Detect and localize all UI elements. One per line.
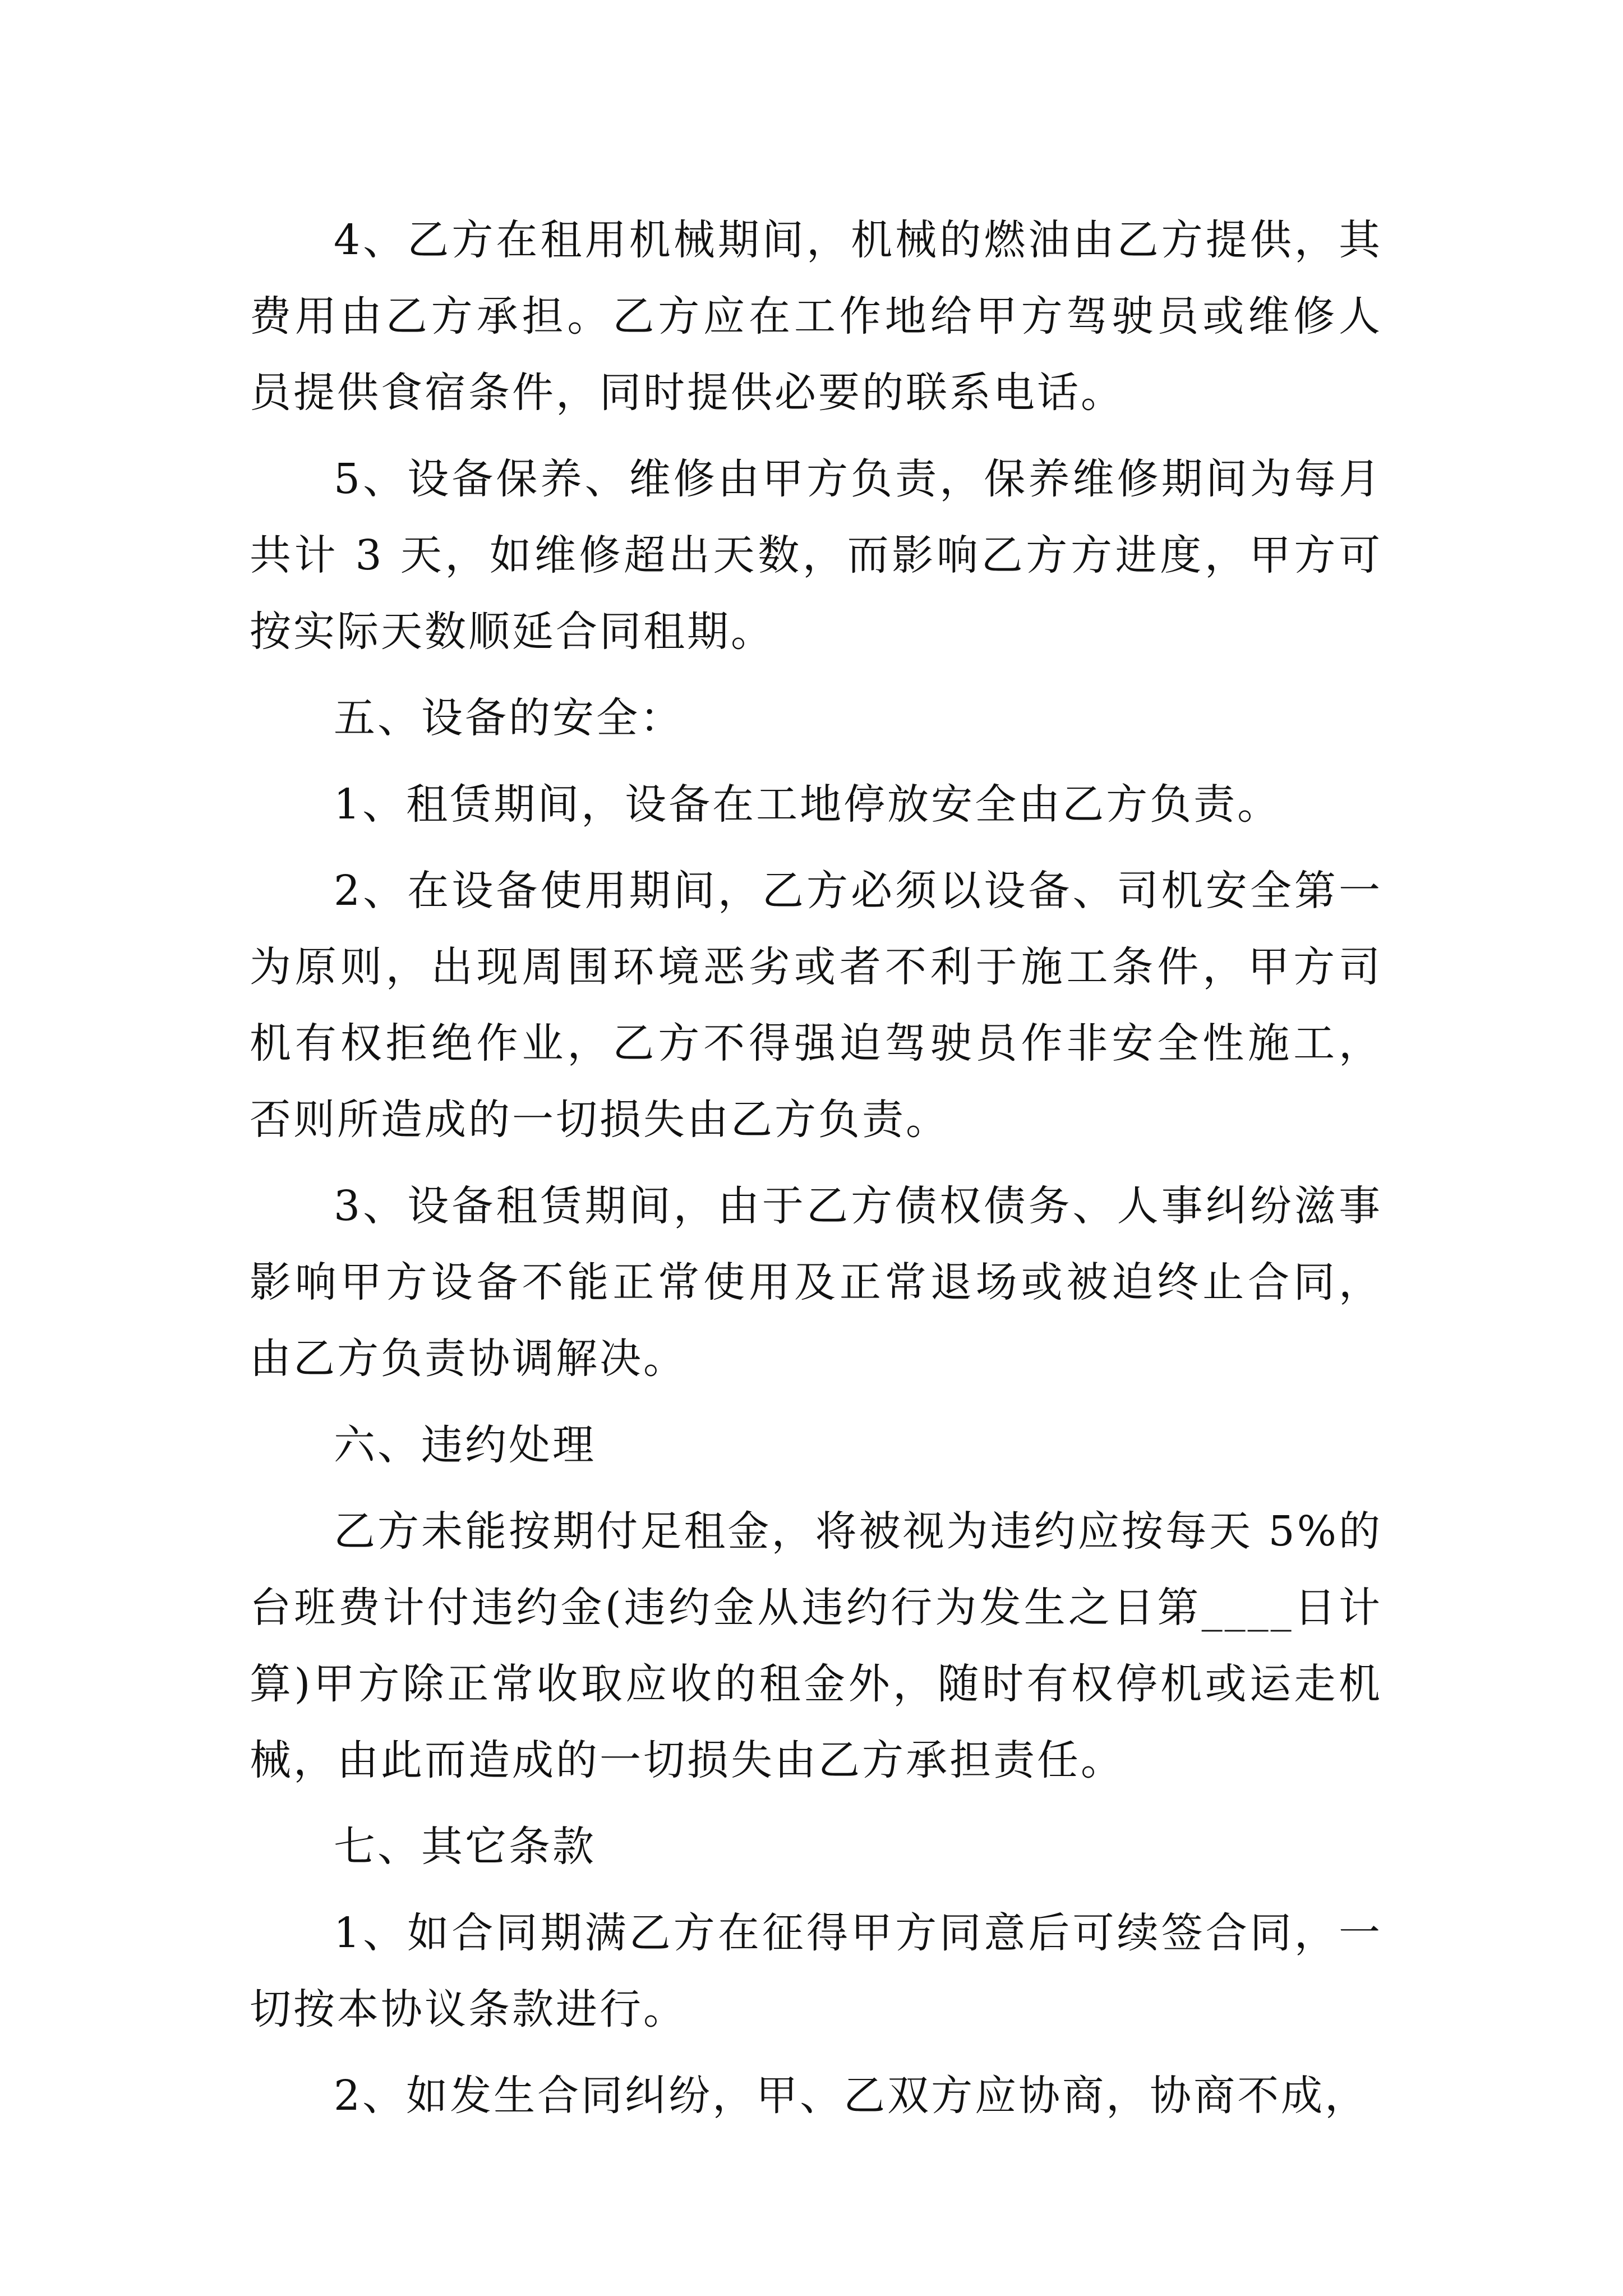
section-heading-breach: 六、违约处理 — [334, 1421, 596, 1469]
section-heading-other-terms: 七、其它条款 — [334, 1823, 596, 1871]
clause-4-fuel-and-lodging: 4、乙方在租用机械期间，机械的燃油由乙方提供，其费用由乙方承担。乙方应在工作地给甲方驾驶员或维修人员提供食宿条件，同时提供必要的联系电话。 — [250, 216, 1382, 417]
section-heading-equipment-safety: 五、设备的安全： — [334, 694, 684, 742]
safety-clause-3: 3、设备租赁期间，由于乙方债权债务、人事纠纷滋事影响甲方设备不能正常使用及正常退场或被迫终止合同，由乙方负责协调解决。 — [250, 1182, 1382, 1383]
clause-5-maintenance: 5、设备保养、维修由甲方负责，保养维修期间为每月共计 3 天，如维修超出天数，而影响乙方方进度，甲方可按实际天数顺延合同租期。 — [250, 455, 1382, 656]
document-body — [250, 202, 1382, 2144]
safety-clause-1: 1、租赁期间，设备在工地停放安全由乙方负责。 — [334, 780, 1281, 829]
safety-clause-2: 2、在设备使用期间，乙方必须以设备、司机安全第一为原则，出现周围环境恶劣或者不利于施工条件，甲方司机有权拒绝作业，乙方不得强迫驾驶员作非安全性施工，否则所造成的一切损失由乙方负责。 — [250, 867, 1382, 1144]
other-terms-clause-2: 2、如发生合同纠纷，甲、乙双方应协商，协商不成， — [334, 2072, 1369, 2120]
breach-clause: 乙方未能按期付足租金，将被视为违约应按每天 5%的台班费计付违约金(违约金从违约行为发生之日第____日计算)甲方除正常收取应收的租金外，随时有权停机或运走机械，由此而造成的一切损失由乙方承担责任。 — [250, 1507, 1382, 1784]
other-terms-clause-1: 1、如合同期满乙方在征得甲方同意后可续签合同，一切按本协议条款进行。 — [250, 1909, 1382, 2033]
